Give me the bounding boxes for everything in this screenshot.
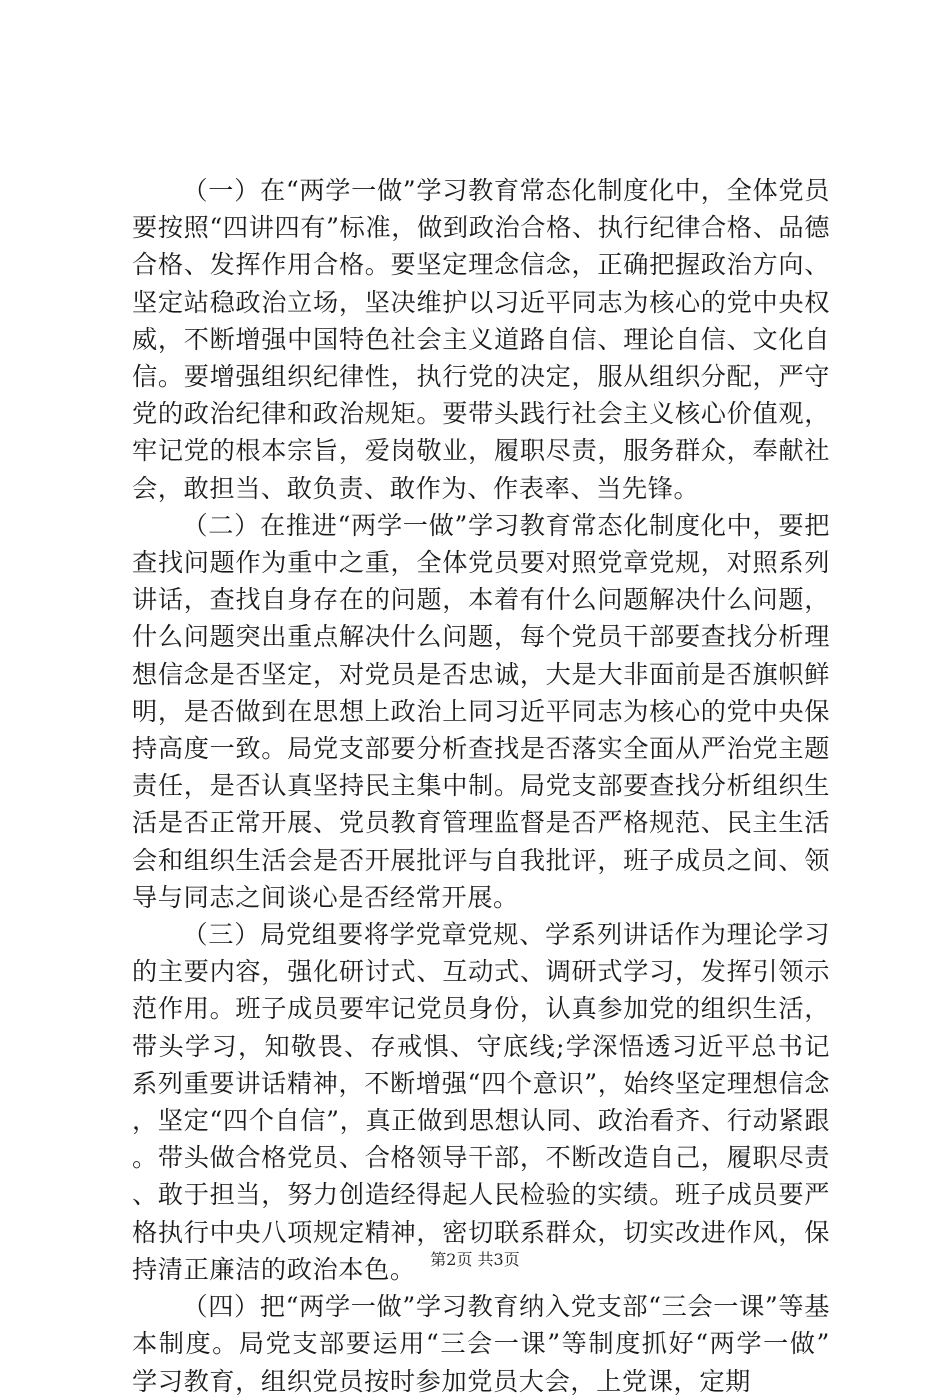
paragraph-1: （一）在“两学一做”学习教育常态化制度化中，全体党员要按照“四讲四有”标准，做到政治合格、执行纪律合格、品德合格、发挥作用合格。要坚定理念信念，正确把握政治方向、坚定站稳政治立场，坚决维护以习近平同志为核心的党中央权威，不断增强中国特色社会主义道路自信、理论自信、文化自信。要增强组织纪律性，执行党的决定，服从组织分配，严守党的政治纪律和政治规矩。要带头践行社会主义核心价值观，牢记党的根本宗旨，爱岗敬业，履职尽责，服务群众，奉献社会，敢担当、敢负责、敢作为、作表率、当先锋。 <box>132 176 830 503</box>
paragraph-3: （三）局党组要将学党章党规、学系列讲话作为理论学习的主要内容，强化研讨式、互动式、调研式学习，发挥引领示范作用。班子成员要牢记党员身份，认真参加党的组织生活，带头学习，知敬畏、存戒惧、守底线;学深悟透习近平总书记系列重要讲话精神，不断增强“四个意识”，始终坚定理想信念，坚定“四个自信”，真正做到思想认同、政治看齐、行动紧跟。带头做合格党员、合格领导干部，不断改造自己，履职尽责、敢于担当，努力创造经得起人民检验的实绩。班子成员要严格执行中央八项规定精神，密切联系群众，切实改进作风，保持清正廉洁的政治本色。 <box>132 920 830 1284</box>
paragraph-4: （四）把“两学一做”学习教育纳入党支部“三会一课”等基本制度。局党支部要运用“三会一课”等制度抓好“两学一做”学习教育，组织党员按时参加党员大会，上党课，定期 <box>132 1292 830 1396</box>
document-body <box>132 172 830 1400</box>
paragraph-2: （二）在推进“两学一做”学习教育常态化制度化中，要把查找问题作为重中之重，全体党员要对照党章党规，对照系列讲话，查找自身存在的问题，本着有什么问题解决什么问题，什么问题突出重点解决什么问题，每个党员干部要查找分析理想信念是否坚定，对党员是否忠诚，大是大非面前是否旗帜鲜明，是否做到在思想上政治上同习近平同志为核心的党中央保持高度一致。局党支部要分析查找是否落实全面从严治党主题责任，是否认真坚持民主集中制。局党支部要查找分析组织生活是否正常开展、党员教育管理监督是否严格规范、民主生活会和组织生活会是否开展批评与自我批评，班子成员之间、领导与同志之间谈心是否经常开展。 <box>132 510 830 912</box>
page-number-footer: 第2页 共3页 <box>430 1250 520 1269</box>
